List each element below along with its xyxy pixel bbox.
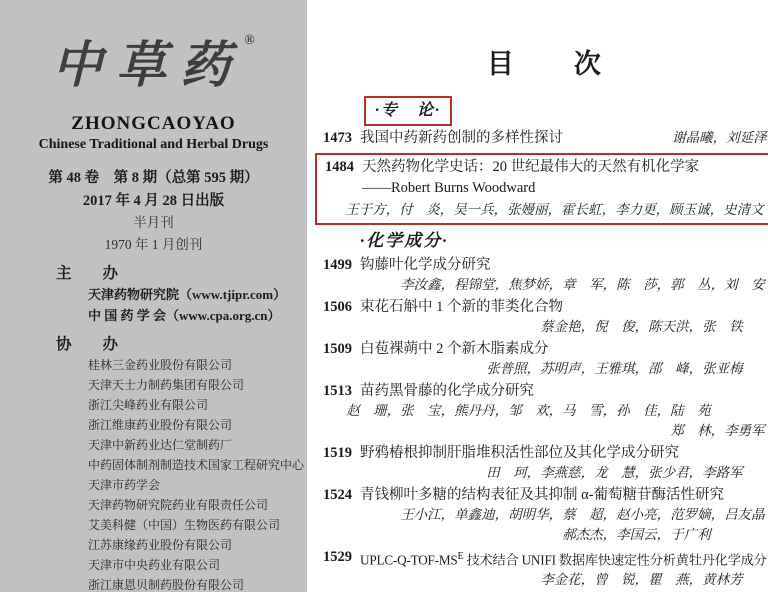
entry-authors: 王小江，单鑫迪，胡明华，蔡 超，赵小亮，范罗嫡，吕友晶 (400, 507, 765, 522)
co-organizer-item: 天津药物研究院药业有限责任公司 (88, 498, 269, 512)
founded-line: 1970 年 1 月创刊 (104, 237, 203, 252)
entry-title-pre: UPLC-Q-TOF-MS (360, 552, 458, 568)
entry-title: 钩藤叶化学成分研究 (360, 257, 491, 273)
entry-title-post: 技术结合 UNIFI 数据库快速定性分析黄牡丹化学成分 (463, 552, 767, 568)
toc-entry (323, 297, 767, 317)
entry-title: 束花石斛中 1 个新的菲类化合物 (360, 299, 563, 315)
frequency-label: 半月刊 (133, 215, 174, 230)
toc-main (307, 0, 768, 592)
co-organizer-item: 浙江康恩贝制药股份有限公司 (88, 578, 245, 592)
co-organizer-item: 艾美科健（中国）生物医药有限公司 (88, 518, 281, 532)
entry-page-number: 1513 (323, 383, 352, 399)
entry-title (360, 547, 767, 570)
journal-pinyin-title: ZHONGCAOYAO (71, 113, 236, 134)
co-organizer-item: 江苏康缘药业股份有限公司 (88, 538, 233, 552)
entry-title: 野鸦椿根抑制肝脂堆积活性部位及其化学成分研究 (360, 445, 679, 461)
toc-entry (323, 485, 767, 505)
entry-authors-continued: 郑 林，李勇军 (670, 423, 765, 438)
publication-date-line: 2017 年 4 月 28 日出版 (82, 193, 225, 209)
co-organizer-item: 天津天士力制药集团有限公司 (88, 378, 245, 392)
entry-page-number: 1499 (323, 257, 352, 273)
entry-page-number: 1509 (323, 341, 352, 357)
entry-title: 青钱柳叶多糖的结构表征及其抑制 α-葡萄糖苷酶活性研究 (360, 487, 725, 503)
entry-authors: 蔡金艳，倪 俊，陈天洪，张 铁 (540, 319, 743, 334)
section-header-chemical-constituents: ·化学成分· (360, 231, 449, 250)
entry-subtitle: ——Robert Burns Woodward (362, 180, 536, 196)
entry-authors: 田 珂，李燕慈，龙 慧，张少君，李路军 (486, 465, 743, 480)
entry-page-number: 1473 (323, 130, 352, 146)
co-organizer-item: 中药固体制剂制造技术国家工程研究中心 (88, 458, 305, 472)
entry-authors-continued: 郝杰杰，李国云，于广利 (562, 527, 711, 542)
journal-english-title: Chinese Traditional and Herbal Drugs (38, 137, 269, 152)
section-header-special-topic: ·专 论· (364, 96, 452, 126)
entry-authors: 李金花，曾 锐，瞿 燕，黄林芳 (540, 572, 743, 588)
toc-entry (323, 255, 767, 275)
toc-title: 目 次 (486, 49, 603, 79)
entry-title: 我国中药新药创制的多样性探讨 (360, 130, 563, 146)
journal-logo (0, 26, 307, 104)
co-organizer-item: 天津市药学会 (88, 478, 161, 492)
co-organizer-item: 天津市中央药业有限公司 (88, 558, 221, 572)
toc-entry (323, 443, 767, 463)
volume-issue-line: 第 48 卷 第 8 期（总第 595 期） (48, 170, 259, 186)
co-organizer-heading: 协 办 (56, 336, 119, 353)
co-organizer-item: 浙江尖峰药业有限公司 (88, 398, 209, 412)
entry-authors: 赵 珊，张 宝，熊丹丹，邹 欢，马 雪，孙 佳，陆 苑 (346, 403, 711, 418)
co-organizer-item: 浙江维康药业股份有限公司 (88, 418, 233, 432)
entry-authors: 王于方，付 炎，吴一兵，张嫚丽，霍长虹，李力更，顾玉诚，史清文 (345, 202, 764, 217)
entry-authors: 张普照，苏明声，王雅琪，邵 峰，张亚梅 (486, 361, 743, 376)
toc-entry (323, 547, 767, 570)
journal-logo-text: 中草药 (52, 37, 245, 93)
toc-entry (323, 128, 767, 148)
toc-entry (323, 339, 767, 359)
entry-title: 白苞裸蒴中 2 个新木脂素成分 (360, 341, 549, 357)
toc-entry (325, 157, 766, 178)
co-organizer-item: 桂林三金药业股份有限公司 (88, 358, 233, 372)
entry-authors: 李汝鑫，程锦堂，焦梦娇，章 军，陈 莎，郭 丛，刘 安 (400, 277, 765, 292)
entry-page-number: 1524 (323, 487, 352, 503)
sponsor-heading: 主 办 (56, 265, 119, 282)
journal-info-sidebar (0, 0, 307, 592)
entry-page-number: 1506 (323, 299, 352, 315)
entry-title: 天然药物化学史话：20 世纪最伟大的天然有机化学家 (362, 159, 700, 175)
co-organizer-item: 天津中新药业达仁堂制药厂 (88, 438, 233, 452)
entry-authors: 谢晶曦，刘延泽 (672, 130, 767, 145)
sponsor-item: 中 国 药 学 会（www.cpa.org.cn） (88, 308, 281, 323)
toc-entry (323, 381, 767, 401)
sponsor-item: 天津药物研究院（www.tjipr.com） (88, 287, 287, 302)
entry-title: 苗药黑骨藤的化学成分研究 (360, 383, 534, 399)
registered-trademark-icon: ® (244, 33, 255, 48)
entry-title-superscript: E (457, 551, 464, 562)
entry-page-number: 1519 (323, 445, 352, 461)
entry-page-number: 1529 (323, 549, 352, 565)
entry-page-number: 1484 (325, 159, 354, 175)
co-organizer-list (88, 355, 307, 592)
highlighted-entry-box (315, 153, 768, 225)
